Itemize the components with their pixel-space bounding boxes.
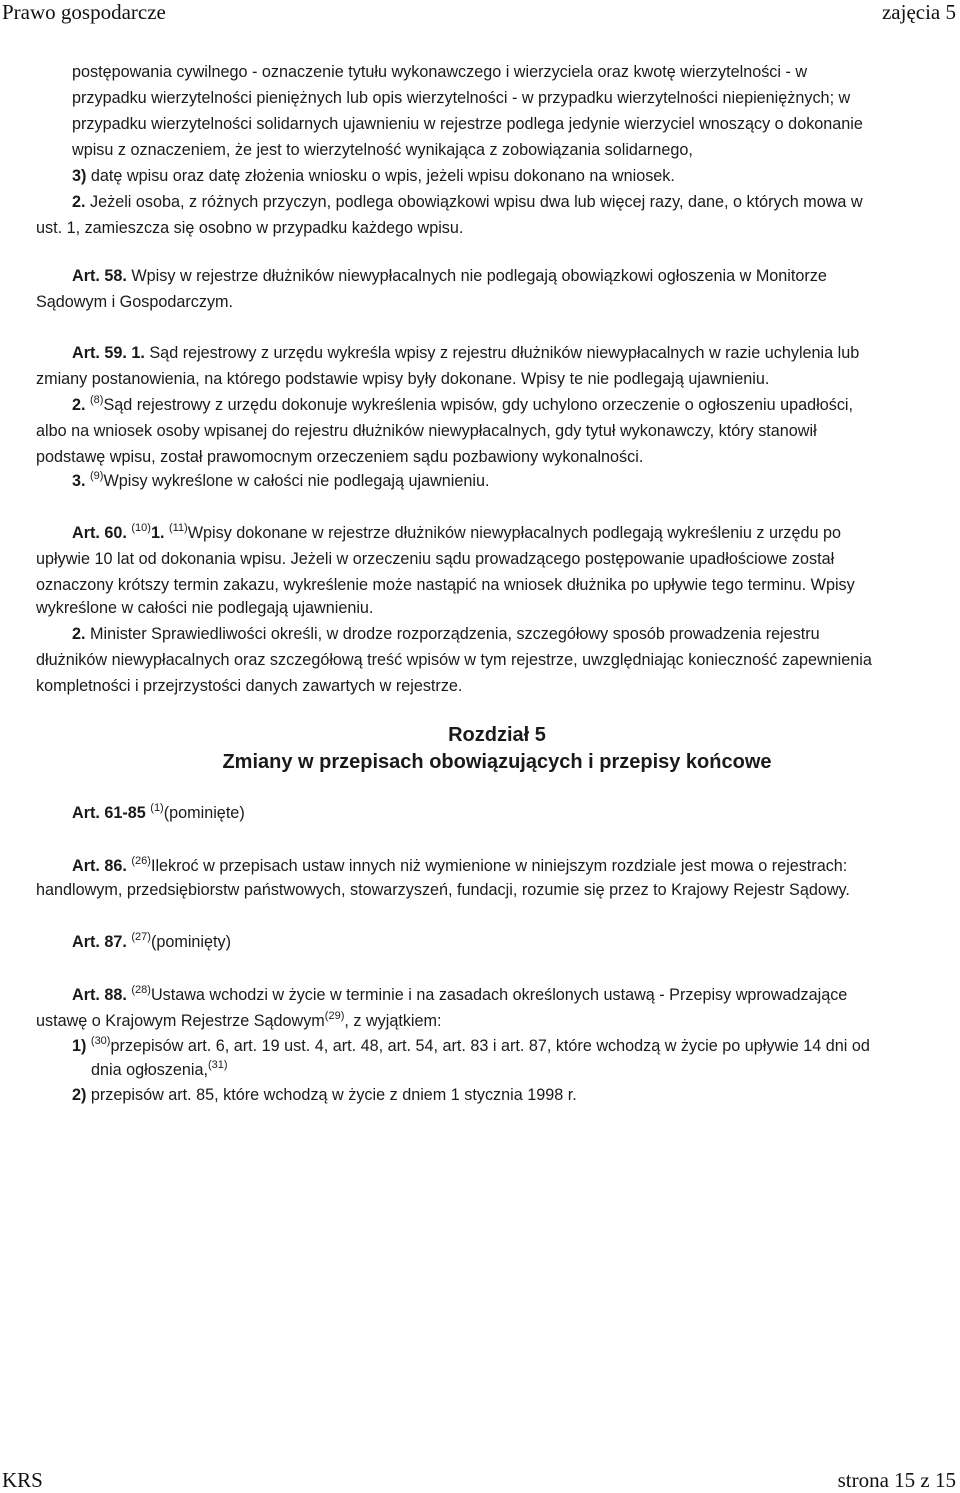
article-text: Ilekroć w przepisach ustaw innych niż wymienione w niniejszym rozdziale jest mowa o rejestrach: — [150, 857, 848, 875]
text-fragment: dnia ogłoszenia, — [91, 1061, 208, 1079]
para-text: Jeżeli osoba, z różnych przyczyn, podlega obowiązkowi wpisu dwa lub więcej razy, dane, o których mowa w — [85, 193, 863, 211]
para-number: 2. — [72, 625, 86, 643]
article-number: Art. 87. — [72, 933, 127, 951]
article-text: (pominięty) — [150, 933, 232, 951]
header-right: zajęcia 5 — [881, 0, 956, 24]
article-87 — [72, 932, 231, 954]
footnote-ref: (11) — [168, 522, 188, 534]
article-61-85 — [72, 803, 245, 825]
footnote-ref: (28) — [131, 984, 151, 996]
article-86 — [72, 856, 847, 878]
chapter-number: Rozdział 5 — [448, 724, 546, 746]
para-number: 2. — [72, 396, 86, 414]
text-line: dłużników niewypłacalnych oraz szczegółową treść wpisów w tym rejestrze, uwzględniając konieczność zapewnienia — [36, 651, 872, 669]
text-fragment: , z wyjątkiem: — [344, 1012, 442, 1030]
article-59-para-3 — [72, 471, 489, 493]
text-line: Sądowym i Gospodarczym. — [36, 293, 234, 311]
list-item-2 — [72, 1085, 577, 1105]
text-line: przypadku wierzytelności solidarnych ujawnieniu w rejestrze podlega jedynie wierzyciel wnoszący o dokonanie — [72, 115, 863, 133]
item-text: przepisów art. 6, art. 19 ust. 4, art. 48, art. 54, art. 83 i art. 87, które wchodzą w życie po upływie 14 dni od — [110, 1037, 870, 1055]
article-60-para-2 — [72, 624, 820, 644]
text-line — [91, 1060, 228, 1082]
text-line: upływie 10 lat od dokonania wpisu. Jeżeli w orzeczeniu sądu prowadzącego postępowanie upadłościowe został — [36, 550, 835, 568]
text-line — [36, 1011, 442, 1033]
item-number: 1) — [72, 1037, 87, 1055]
article-59-para-2 — [72, 395, 853, 417]
text-line: podstawę wpisu, został prawomocnym orzeczeniem sądu pozbawiony wykonalności. — [36, 448, 644, 466]
article-88 — [72, 985, 847, 1007]
article-number: Art. 88. — [72, 986, 127, 1004]
footer-right: strona 15 z 15 — [837, 1468, 956, 1492]
paragraph-2 — [72, 192, 863, 212]
footnote-ref: (26) — [131, 855, 151, 867]
para-number: 1. — [150, 524, 165, 542]
footnote-ref: (29) — [324, 1010, 345, 1022]
text-line: postępowania cywilnego - oznaczenie tytułu wykonawczego i wierzyciela oraz kwotę wierzytelności - w — [72, 63, 808, 81]
article-text: Sąd rejestrowy z urzędu wykreśla wpisy z rejestru dłużników niewypłacalnych w razie uchylenia lub — [144, 344, 860, 362]
article-number: Art. 61-85 — [72, 804, 146, 822]
para-text: Wpisy wykreślone w całości nie podlegają ujawnieniu. — [103, 472, 490, 490]
para-number: 2. — [72, 193, 86, 211]
item-number: 3) — [72, 167, 87, 185]
footer-left: KRS — [2, 1468, 43, 1492]
text-fragment: ustawę o Krajowym Rejestrze Sądowym — [36, 1012, 325, 1030]
para-text: Minister Sprawiedliwości określi, w drodze rozporządzenia, szczegółowy sposób prowadzenia rejestru — [85, 625, 820, 643]
text-line: albo na wniosek osoby wpisanej do rejestru dłużników niewypłacalnych, gdy tytuł wykonawczy, który stanowił — [36, 422, 817, 440]
article-text: Wpisy w rejestrze dłużników niewypłacalnych nie podlegają obowiązkowi ogłoszenia w Monitorze — [126, 267, 827, 285]
article-60 — [72, 523, 841, 545]
footnote-ref: (30) — [90, 1035, 111, 1047]
text-line: zmiany postanowienia, na którego podstawie wpisy były dokonane. Wpisy te nie podlegają ujawnieniu. — [36, 370, 770, 388]
text-line: wykreślone w całości nie podlegają ujawnieniu. — [36, 599, 374, 617]
text-line: handlowym, przedsiębiorstw państwowych, stowarzyszeń, fundacji, rozumie się przez to Krajowy Rejestr Sądowy. — [36, 881, 850, 899]
footnote-ref: (9) — [90, 470, 104, 482]
footnote-ref: (1) — [150, 802, 164, 814]
para-number: 3. — [72, 472, 86, 490]
article-text: (pominięte) — [163, 804, 245, 822]
text-line: przypadku wierzytelności pieniężnych lub opis wierzytelności - w przypadku wierzytelności niepieniężnych; w — [72, 89, 851, 107]
article-58 — [72, 266, 827, 286]
text-line: wpisu z oznaczeniem, że jest to wierzytelność wynikająca z zobowiązania solidarnego, — [72, 141, 693, 159]
article-number: Art. 60. — [72, 524, 127, 542]
text-line: kompletności i przejrzystości danych zawartych w rejestrze. — [36, 677, 463, 695]
para-text: Sąd rejestrowy z urzędu dokonuje wykreślenia wpisów, gdy uchylono orzeczenie o ogłoszeniu upadłości, — [103, 396, 854, 414]
item-text: datę wpisu oraz datę złożenia wniosku o wpis, jeżeli wpisu dokonano na wniosek. — [86, 167, 675, 185]
article-number: Art. 58. — [72, 267, 127, 285]
item-text: przepisów art. 85, które wchodzą w życie z dniem 1 stycznia 1998 r. — [86, 1086, 577, 1104]
footnote-ref: (31) — [208, 1059, 228, 1071]
article-number: Art. 86. — [72, 857, 127, 875]
footnote-ref: (27) — [131, 931, 151, 943]
article-text: Wpisy dokonane w rejestrze dłużników niewypłacalnych podlegają wykreśleniu z urzędu po — [187, 524, 841, 542]
chapter-title: Zmiany w przepisach obowiązujących i przepisy końcowe — [222, 751, 772, 773]
article-text: Ustawa wchodzi w życie w terminie i na zasadach określonych ustawą - Przepisy wprowadzające — [150, 986, 848, 1004]
list-item-3 — [72, 166, 675, 186]
article-number: Art. 59. 1. — [72, 344, 145, 362]
article-59 — [72, 343, 859, 363]
item-number: 2) — [72, 1086, 87, 1104]
text-line: oznaczony krótszy termin zakazu, wykreślenie może nastąpić na wniosek dłużnika po upływie tego terminu. Wpisy — [36, 576, 855, 594]
text-line: ust. 1, zamieszcza się osobno w przypadku każdego wpisu. — [36, 219, 464, 237]
footnote-ref: (10) — [131, 522, 151, 534]
footnote-ref: (8) — [90, 394, 104, 406]
header-left: Prawo gospodarcze — [2, 0, 166, 24]
list-item-1 — [72, 1036, 870, 1058]
